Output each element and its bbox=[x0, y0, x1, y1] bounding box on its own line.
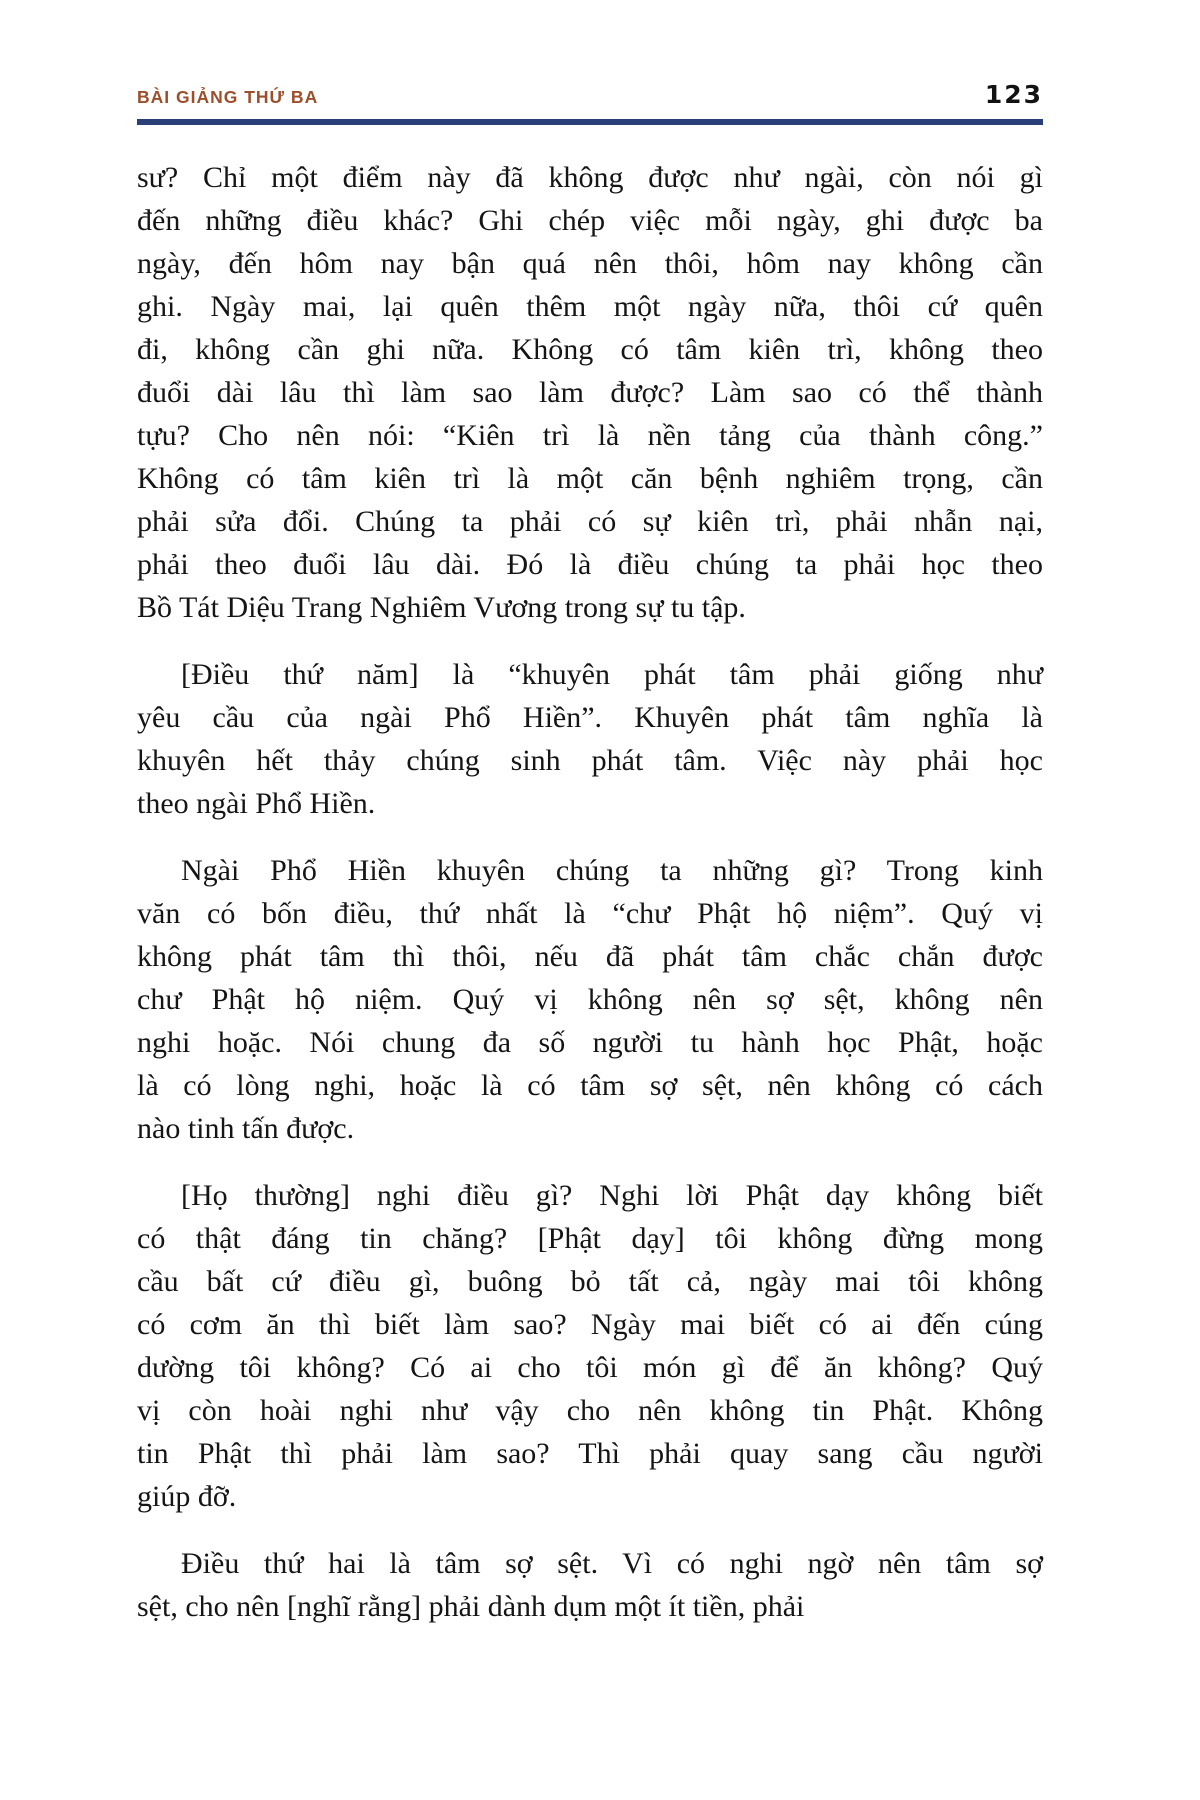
text-line: cầu bất cứ điều gì, buông bỏ tất cả, ngày mai tôi không bbox=[137, 1265, 1043, 1298]
paragraph bbox=[137, 156, 1043, 629]
text-line: văn có bốn điều, thứ nhất là “chư Phật hộ niệm”. Quý vị bbox=[137, 897, 1043, 930]
text-line: ngày, đến hôm nay bận quá nên thôi, hôm nay không cần bbox=[137, 247, 1043, 280]
paragraph bbox=[137, 1542, 1043, 1628]
text-line: theo ngài Phổ Hiền. bbox=[137, 787, 376, 820]
text-line: nghi hoặc. Nói chung đa số người tu hành học Phật, hoặc bbox=[137, 1026, 1043, 1059]
text-line: phải theo đuổi lâu dài. Đó là điều chúng ta phải học theo bbox=[137, 548, 1043, 581]
text-line: Ngài Phổ Hiền khuyên chúng ta những gì? Trong kinh bbox=[181, 854, 1043, 887]
text-line: giúp đỡ. bbox=[137, 1480, 237, 1513]
header-rule bbox=[137, 119, 1043, 125]
text-line: phải sửa đổi. Chúng ta phải có sự kiên trì, phải nhẫn nại, bbox=[137, 505, 1043, 538]
text-line: vị còn hoài nghi như vậy cho nên không tin Phật. Không bbox=[137, 1394, 1043, 1427]
text-line: sệt, cho nên [nghĩ rằng] phải dành dụm một ít tiền, phải bbox=[137, 1590, 805, 1623]
text-line: đi, không cần ghi nữa. Không có tâm kiên trì, không theo bbox=[137, 333, 1043, 366]
text-line: yêu cầu của ngài Phổ Hiền”. Khuyên phát tâm nghĩa là bbox=[137, 701, 1043, 734]
text-line: sư? Chỉ một điểm này đã không được như ngài, còn nói gì bbox=[137, 161, 1043, 194]
text-line: đuổi dài lâu thì làm sao làm được? Làm sao có thể thành bbox=[137, 376, 1043, 409]
text-line: Điều thứ hai là tâm sợ sệt. Vì có nghi ngờ nên tâm sợ bbox=[181, 1547, 1043, 1580]
body-text bbox=[137, 156, 1043, 1628]
text-line: ghi. Ngày mai, lại quên thêm một ngày nữa, thôi cứ quên bbox=[137, 290, 1043, 323]
text-line: là có lòng nghi, hoặc là có tâm sợ sệt, nên không có cách bbox=[137, 1069, 1043, 1102]
text-line: khuyên hết thảy chúng sinh phát tâm. Việc này phải học bbox=[137, 744, 1043, 777]
text-line: dường tôi không? Có ai cho tôi món gì để ăn không? Quý bbox=[137, 1351, 1043, 1384]
paragraph bbox=[137, 849, 1043, 1150]
running-header bbox=[137, 80, 1043, 109]
text-line: có cơm ăn thì biết làm sao? Ngày mai biết có ai đến cúng bbox=[137, 1308, 1043, 1341]
text-line: nào tinh tấn được. bbox=[137, 1112, 355, 1145]
text-line: Bồ Tát Diệu Trang Nghiêm Vương trong sự tu tập. bbox=[137, 591, 746, 624]
paragraph bbox=[137, 1174, 1043, 1518]
text-line: Không có tâm kiên trì là một căn bệnh nghiêm trọng, cần bbox=[137, 462, 1043, 495]
paragraph bbox=[137, 653, 1043, 825]
text-line: [Họ thường] nghi điều gì? Nghi lời Phật dạy không biết bbox=[181, 1179, 1043, 1212]
text-line: có thật đáng tin chăng? [Phật dạy] tôi không đừng mong bbox=[137, 1222, 1043, 1255]
text-line: đến những điều khác? Ghi chép việc mỗi ngày, ghi được ba bbox=[137, 204, 1043, 237]
text-line: chư Phật hộ niệm. Quý vị không nên sợ sệt, không nên bbox=[137, 983, 1043, 1016]
text-line: không phát tâm thì thôi, nếu đã phát tâm chắc chắn được bbox=[137, 940, 1043, 973]
section-title: BÀI GIẢNG THỨ BA bbox=[137, 87, 319, 107]
text-line: [Điều thứ năm] là “khuyên phát tâm phải giống như bbox=[181, 658, 1043, 691]
text-line: tin Phật thì phải làm sao? Thì phải quay sang cầu người bbox=[137, 1437, 1043, 1470]
text-line: tựu? Cho nên nói: “Kiên trì là nền tảng của thành công.” bbox=[137, 419, 1043, 452]
page-number: 123 bbox=[984, 80, 1043, 109]
